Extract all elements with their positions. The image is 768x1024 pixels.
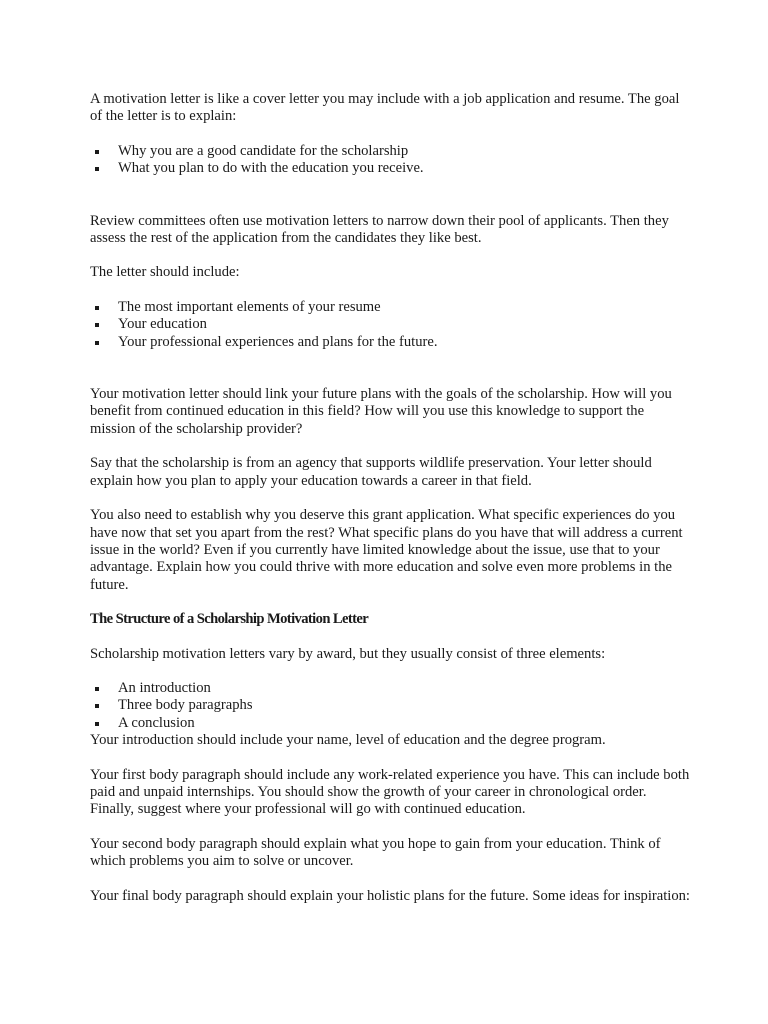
list-item-text: Your education (118, 316, 207, 333)
explain-bullet-list (90, 143, 690, 178)
introduction-paragraph: Your introduction should include your name, level of education and the degree program. (90, 732, 606, 749)
list-item-text: Three body paragraphs (118, 697, 253, 714)
include-paragraph: The letter should include: (90, 264, 240, 281)
intro-paragraph: A motivation letter is like a cover letter you may include with a job application and resume. The goal of the letter is to explain: (90, 91, 680, 125)
list-item (90, 680, 690, 697)
list-item-text: Why you are a good candidate for the scholarship (118, 142, 409, 159)
bullet-icon (95, 687, 99, 691)
second-body-paragraph: Your second body paragraph should explain what you hope to gain from your education. Think of which problems you aim to solve or uncover. (90, 835, 661, 870)
structure-paragraph: Scholarship motivation letters vary by award, but they usually consist of three elements: (90, 645, 606, 662)
link-paragraph: Your motivation letter should link your future plans with the goals of the scholarship. How will you benefit from continued education in this field? How will you use this knowledge to support the mission of the scholarship provider? (90, 386, 672, 437)
bullet-icon (95, 704, 99, 708)
list-item-text: What you plan to do with the education you receive. (118, 160, 424, 177)
establish-paragraph: You also need to establish why you deserve this grant application. What specific experiences do you have now that set you apart from the rest? What specific plans do you have that will address a current issue in the world? Even if you currently have limited knowledge about the issue, use that to your advantage. Explain how you could thrive with more education and solve even more problems in the future. (90, 507, 683, 593)
list-item-text: An introduction (118, 679, 211, 696)
list-item (90, 143, 690, 160)
bullet-icon (95, 341, 99, 345)
list-item-text: The most important elements of your resume (118, 298, 381, 315)
list-item (90, 697, 690, 714)
bullet-icon (95, 722, 99, 726)
section-heading: The Structure of a Scholarship Motivation Letter (90, 611, 369, 628)
list-item (90, 299, 690, 316)
include-bullet-list (90, 299, 690, 351)
review-paragraph: Review committees often use motivation letters to narrow down their pool of applicants. Then they assess the rest of the application from the candidates they like best. (90, 212, 669, 247)
structure-bullet-list (90, 680, 690, 732)
list-item (90, 160, 690, 177)
final-body-paragraph: Your final body paragraph should explain your holistic plans for the future. Some ideas for inspiration: (90, 887, 690, 904)
bullet-icon (95, 306, 99, 310)
bullet-icon (95, 323, 99, 327)
document-page (90, 91, 690, 905)
bullet-icon (95, 150, 99, 154)
first-body-paragraph: Your first body paragraph should include any work-related experience you have. This can include both paid and unpaid internships. You should show the growth of your career in chronological order. Finally, suggest where your professional will go with continued education. (90, 766, 690, 818)
example-paragraph: Say that the scholarship is from an agency that supports wildlife preservation. Your letter should explain how you plan to apply your education towards a career in that field. (90, 455, 652, 489)
list-item-text: Your professional experiences and plans for the future. (118, 333, 438, 350)
list-item (90, 334, 690, 351)
list-item (90, 316, 690, 333)
list-item-text: A conclusion (118, 714, 195, 731)
list-item (90, 715, 690, 732)
bullet-icon (95, 167, 99, 171)
